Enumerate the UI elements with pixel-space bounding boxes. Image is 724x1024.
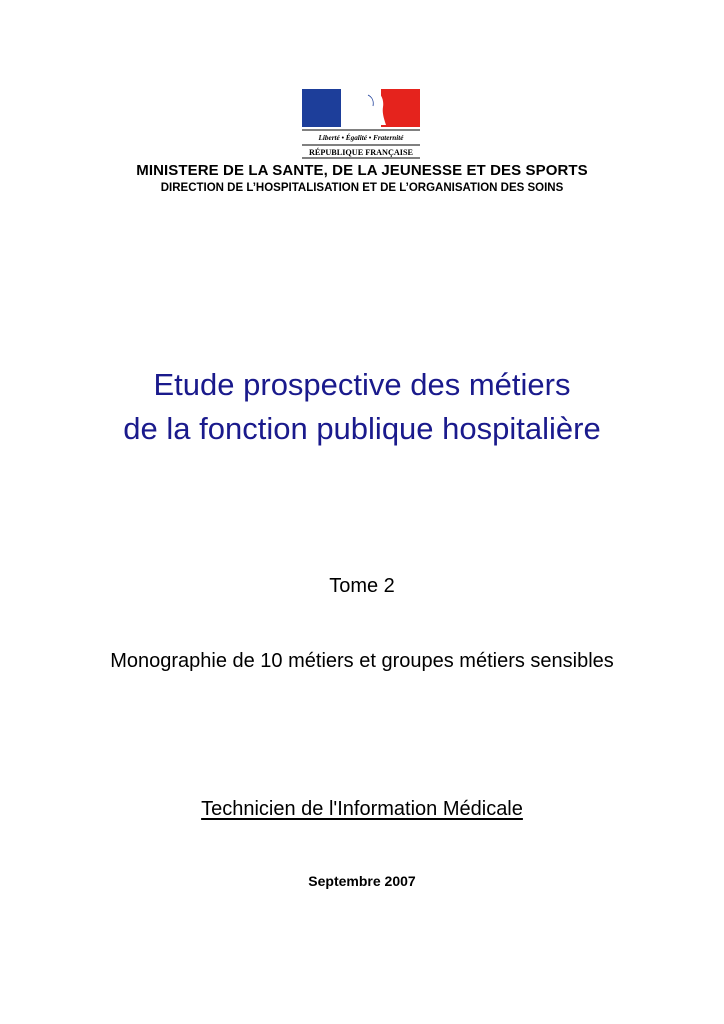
flag-blue-band	[302, 89, 341, 127]
volume-label: Tome 2	[329, 575, 395, 597]
document-title-line-2: de la fonction publique hospitalière	[123, 411, 601, 446]
flag-red-band	[381, 89, 420, 127]
document-title-line-1: Etude prospective des métiers	[153, 367, 571, 402]
profession-heading	[0, 798, 724, 821]
ministry-name: MINISTERE DE LA SANTE, DE LA JEUNESSE ET DES SPORTS	[136, 162, 588, 179]
profession-label: Technicien de l'Information Médicale	[201, 798, 523, 820]
marianne-logo	[302, 89, 420, 159]
logo-republic: RÉPUBLIQUE FRANÇAISE	[309, 148, 413, 157]
direction-name: DIRECTION DE L’HOSPITALISATION ET DE L’ORGANISATION DES SOINS	[160, 182, 564, 194]
logo-motto: Liberté • Égalité • Fraternité	[318, 134, 404, 142]
subtitle: Monographie de 10 métiers et groupes métiers sensibles	[110, 650, 614, 672]
publication-date: Septembre 2007	[308, 873, 416, 889]
